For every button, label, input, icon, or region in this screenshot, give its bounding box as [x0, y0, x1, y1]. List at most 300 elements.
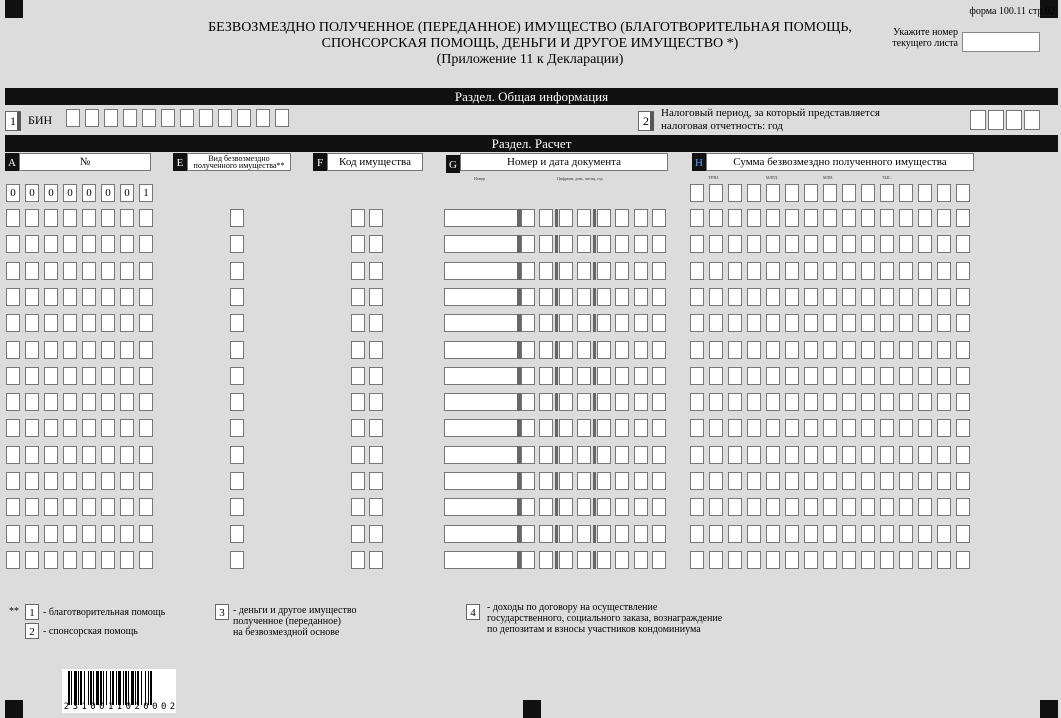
row-number-cell[interactable] — [139, 262, 153, 280]
amount-cell[interactable] — [842, 525, 856, 543]
row-number-cell[interactable] — [25, 235, 39, 253]
amount-cell[interactable] — [766, 288, 780, 306]
row-number-cell[interactable] — [120, 472, 134, 490]
amount-cell[interactable] — [747, 341, 761, 359]
document-date-cell[interactable] — [559, 498, 573, 516]
bin-cell[interactable] — [237, 109, 251, 127]
amount-cell[interactable] — [728, 184, 742, 202]
row-number-cell[interactable]: 1 — [139, 184, 153, 202]
amount-cell[interactable] — [709, 288, 723, 306]
document-date-cell[interactable] — [652, 288, 666, 306]
row-number-cell[interactable] — [120, 498, 134, 516]
amount-cell[interactable] — [918, 367, 932, 385]
property-type-cell[interactable] — [230, 419, 244, 437]
row-number-cell[interactable] — [63, 314, 77, 332]
row-number-cell[interactable] — [139, 498, 153, 516]
property-type-cell[interactable] — [230, 209, 244, 227]
row-number-cell[interactable] — [25, 393, 39, 411]
amount-cell[interactable] — [785, 209, 799, 227]
property-code-cell[interactable] — [351, 498, 365, 516]
sheet-number-input[interactable] — [962, 32, 1040, 52]
row-number-cell[interactable] — [101, 341, 115, 359]
document-date-cell[interactable] — [652, 367, 666, 385]
row-number-cell[interactable] — [25, 209, 39, 227]
document-date-cell[interactable] — [634, 209, 648, 227]
amount-cell[interactable] — [785, 235, 799, 253]
amount-cell[interactable] — [823, 419, 837, 437]
document-date-cell[interactable] — [539, 288, 553, 306]
row-number-cell[interactable] — [120, 551, 134, 569]
row-number-cell[interactable] — [44, 419, 58, 437]
property-code-cell[interactable] — [369, 367, 383, 385]
row-number-cell[interactable] — [139, 341, 153, 359]
amount-cell[interactable] — [918, 419, 932, 437]
property-code-cell[interactable] — [369, 446, 383, 464]
row-number-cell[interactable] — [25, 498, 39, 516]
amount-cell[interactable] — [728, 498, 742, 516]
amount-cell[interactable] — [842, 446, 856, 464]
row-number-cell[interactable] — [120, 341, 134, 359]
bin-cell[interactable] — [123, 109, 137, 127]
amount-cell[interactable] — [899, 419, 913, 437]
amount-cell[interactable] — [880, 184, 894, 202]
amount-cell[interactable] — [690, 419, 704, 437]
amount-cell[interactable] — [956, 184, 970, 202]
amount-cell[interactable] — [937, 341, 951, 359]
amount-cell[interactable] — [861, 341, 875, 359]
row-number-cell[interactable] — [6, 209, 20, 227]
row-number-cell[interactable] — [63, 235, 77, 253]
amount-cell[interactable] — [880, 551, 894, 569]
amount-cell[interactable] — [861, 498, 875, 516]
document-date-cell[interactable] — [634, 419, 648, 437]
property-type-cell[interactable] — [230, 472, 244, 490]
amount-cell[interactable] — [842, 551, 856, 569]
amount-cell[interactable] — [956, 288, 970, 306]
row-number-cell[interactable] — [139, 419, 153, 437]
property-type-cell[interactable] — [230, 235, 244, 253]
amount-cell[interactable] — [956, 551, 970, 569]
amount-cell[interactable] — [880, 235, 894, 253]
row-number-cell[interactable] — [63, 472, 77, 490]
amount-cell[interactable] — [823, 209, 837, 227]
amount-cell[interactable] — [899, 341, 913, 359]
row-number-cell[interactable] — [44, 235, 58, 253]
row-number-cell[interactable] — [101, 472, 115, 490]
row-number-cell[interactable] — [63, 209, 77, 227]
amount-cell[interactable] — [880, 525, 894, 543]
period-year-cell[interactable] — [1006, 110, 1022, 130]
property-code-cell[interactable] — [369, 262, 383, 280]
amount-cell[interactable] — [937, 184, 951, 202]
document-date-cell[interactable] — [559, 551, 573, 569]
property-code-cell[interactable] — [369, 393, 383, 411]
document-number-input[interactable] — [444, 551, 518, 569]
property-type-cell[interactable] — [230, 446, 244, 464]
amount-cell[interactable] — [823, 525, 837, 543]
document-date-cell[interactable] — [559, 235, 573, 253]
amount-cell[interactable] — [690, 472, 704, 490]
document-date-cell[interactable] — [652, 498, 666, 516]
document-date-cell[interactable] — [521, 262, 535, 280]
property-code-cell[interactable] — [369, 498, 383, 516]
amount-cell[interactable] — [956, 393, 970, 411]
document-date-cell[interactable] — [559, 314, 573, 332]
row-number-cell[interactable] — [120, 419, 134, 437]
property-code-cell[interactable] — [369, 472, 383, 490]
amount-cell[interactable] — [766, 472, 780, 490]
document-date-cell[interactable] — [521, 367, 535, 385]
row-number-cell[interactable] — [82, 314, 96, 332]
amount-cell[interactable] — [804, 262, 818, 280]
document-date-cell[interactable] — [615, 262, 629, 280]
document-date-cell[interactable] — [652, 341, 666, 359]
amount-cell[interactable] — [747, 446, 761, 464]
row-number-cell[interactable] — [139, 314, 153, 332]
document-number-input[interactable] — [444, 314, 518, 332]
amount-cell[interactable] — [728, 472, 742, 490]
row-number-cell[interactable] — [101, 446, 115, 464]
amount-cell[interactable] — [899, 551, 913, 569]
document-date-cell[interactable] — [539, 262, 553, 280]
amount-cell[interactable] — [937, 498, 951, 516]
property-type-cell[interactable] — [230, 498, 244, 516]
document-date-cell[interactable] — [615, 419, 629, 437]
document-date-cell[interactable] — [577, 314, 591, 332]
document-number-input[interactable] — [444, 288, 518, 306]
row-number-cell[interactable] — [25, 288, 39, 306]
amount-cell[interactable] — [842, 393, 856, 411]
document-date-cell[interactable] — [559, 472, 573, 490]
document-date-cell[interactable] — [634, 235, 648, 253]
row-number-cell[interactable] — [44, 498, 58, 516]
amount-cell[interactable] — [937, 209, 951, 227]
row-number-cell[interactable] — [82, 498, 96, 516]
document-date-cell[interactable] — [539, 472, 553, 490]
amount-cell[interactable] — [899, 525, 913, 543]
row-number-cell[interactable] — [139, 235, 153, 253]
document-date-cell[interactable] — [577, 235, 591, 253]
document-date-cell[interactable] — [652, 393, 666, 411]
document-date-cell[interactable] — [597, 288, 611, 306]
amount-cell[interactable] — [785, 314, 799, 332]
amount-cell[interactable] — [842, 367, 856, 385]
amount-cell[interactable] — [747, 525, 761, 543]
document-date-cell[interactable] — [521, 498, 535, 516]
amount-cell[interactable] — [804, 209, 818, 227]
bin-cell[interactable] — [161, 109, 175, 127]
row-number-cell[interactable] — [82, 472, 96, 490]
document-date-cell[interactable] — [634, 498, 648, 516]
amount-cell[interactable] — [899, 209, 913, 227]
amount-cell[interactable] — [880, 341, 894, 359]
amount-cell[interactable] — [918, 314, 932, 332]
amount-cell[interactable] — [690, 235, 704, 253]
row-number-cell[interactable] — [120, 367, 134, 385]
document-date-cell[interactable] — [521, 288, 535, 306]
amount-cell[interactable] — [690, 498, 704, 516]
amount-cell[interactable] — [842, 498, 856, 516]
amount-cell[interactable] — [918, 184, 932, 202]
document-date-cell[interactable] — [521, 393, 535, 411]
document-date-cell[interactable] — [615, 288, 629, 306]
row-number-cell[interactable] — [63, 288, 77, 306]
amount-cell[interactable] — [766, 184, 780, 202]
row-number-cell[interactable] — [101, 262, 115, 280]
property-code-cell[interactable] — [369, 288, 383, 306]
document-date-cell[interactable] — [652, 314, 666, 332]
row-number-cell[interactable] — [139, 209, 153, 227]
amount-cell[interactable] — [823, 367, 837, 385]
document-date-cell[interactable] — [597, 419, 611, 437]
row-number-cell[interactable] — [120, 262, 134, 280]
document-date-cell[interactable] — [539, 498, 553, 516]
amount-cell[interactable] — [728, 262, 742, 280]
amount-cell[interactable] — [956, 446, 970, 464]
amount-cell[interactable] — [861, 209, 875, 227]
amount-cell[interactable] — [766, 525, 780, 543]
property-code-cell[interactable] — [351, 393, 365, 411]
document-date-cell[interactable] — [539, 367, 553, 385]
row-number-cell[interactable] — [44, 288, 58, 306]
amount-cell[interactable] — [690, 525, 704, 543]
property-code-cell[interactable] — [369, 551, 383, 569]
row-number-cell[interactable]: 0 — [44, 184, 58, 202]
document-date-cell[interactable] — [615, 472, 629, 490]
amount-cell[interactable] — [709, 314, 723, 332]
amount-cell[interactable] — [842, 288, 856, 306]
amount-cell[interactable] — [937, 393, 951, 411]
document-date-cell[interactable] — [539, 341, 553, 359]
amount-cell[interactable] — [709, 498, 723, 516]
amount-cell[interactable] — [918, 288, 932, 306]
amount-cell[interactable] — [880, 314, 894, 332]
document-date-cell[interactable] — [652, 235, 666, 253]
row-number-cell[interactable] — [25, 419, 39, 437]
amount-cell[interactable] — [709, 341, 723, 359]
amount-cell[interactable] — [804, 341, 818, 359]
row-number-cell[interactable] — [63, 419, 77, 437]
document-date-cell[interactable] — [634, 341, 648, 359]
property-code-cell[interactable] — [369, 235, 383, 253]
amount-cell[interactable] — [690, 209, 704, 227]
amount-cell[interactable] — [804, 184, 818, 202]
property-code-cell[interactable] — [351, 367, 365, 385]
amount-cell[interactable] — [880, 262, 894, 280]
amount-cell[interactable] — [785, 367, 799, 385]
property-type-cell[interactable] — [230, 288, 244, 306]
document-date-cell[interactable] — [615, 235, 629, 253]
amount-cell[interactable] — [899, 235, 913, 253]
amount-cell[interactable] — [899, 472, 913, 490]
row-number-cell[interactable] — [82, 419, 96, 437]
document-date-cell[interactable] — [577, 525, 591, 543]
row-number-cell[interactable] — [101, 525, 115, 543]
row-number-cell[interactable] — [6, 235, 20, 253]
row-number-cell[interactable] — [25, 367, 39, 385]
property-type-cell[interactable] — [230, 393, 244, 411]
document-date-cell[interactable] — [597, 262, 611, 280]
row-number-cell[interactable] — [101, 367, 115, 385]
amount-cell[interactable] — [690, 551, 704, 569]
document-date-cell[interactable] — [634, 262, 648, 280]
row-number-cell[interactable] — [6, 472, 20, 490]
amount-cell[interactable] — [842, 341, 856, 359]
document-date-cell[interactable] — [634, 525, 648, 543]
document-date-cell[interactable] — [634, 288, 648, 306]
row-number-cell[interactable] — [6, 367, 20, 385]
amount-cell[interactable] — [804, 419, 818, 437]
amount-cell[interactable] — [880, 367, 894, 385]
amount-cell[interactable] — [899, 367, 913, 385]
document-date-cell[interactable] — [597, 498, 611, 516]
amount-cell[interactable] — [709, 419, 723, 437]
row-number-cell[interactable] — [82, 446, 96, 464]
amount-cell[interactable] — [766, 393, 780, 411]
row-number-cell[interactable] — [63, 525, 77, 543]
amount-cell[interactable] — [728, 209, 742, 227]
document-date-cell[interactable] — [521, 446, 535, 464]
amount-cell[interactable] — [709, 367, 723, 385]
property-type-cell[interactable] — [230, 367, 244, 385]
document-date-cell[interactable] — [559, 288, 573, 306]
document-date-cell[interactable] — [559, 209, 573, 227]
amount-cell[interactable] — [728, 525, 742, 543]
amount-cell[interactable] — [804, 393, 818, 411]
amount-cell[interactable] — [899, 314, 913, 332]
document-date-cell[interactable] — [539, 551, 553, 569]
amount-cell[interactable] — [956, 419, 970, 437]
property-code-cell[interactable] — [369, 419, 383, 437]
amount-cell[interactable] — [842, 184, 856, 202]
document-date-cell[interactable] — [615, 209, 629, 227]
document-date-cell[interactable] — [521, 341, 535, 359]
amount-cell[interactable] — [823, 262, 837, 280]
amount-cell[interactable] — [861, 419, 875, 437]
amount-cell[interactable] — [956, 367, 970, 385]
row-number-cell[interactable] — [6, 498, 20, 516]
row-number-cell[interactable]: 0 — [25, 184, 39, 202]
amount-cell[interactable] — [956, 262, 970, 280]
row-number-cell[interactable] — [101, 288, 115, 306]
amount-cell[interactable] — [690, 262, 704, 280]
row-number-cell[interactable] — [82, 393, 96, 411]
amount-cell[interactable] — [880, 498, 894, 516]
document-number-input[interactable] — [444, 419, 518, 437]
amount-cell[interactable] — [880, 472, 894, 490]
row-number-cell[interactable] — [101, 551, 115, 569]
row-number-cell[interactable] — [139, 393, 153, 411]
document-number-input[interactable] — [444, 262, 518, 280]
amount-cell[interactable] — [861, 393, 875, 411]
row-number-cell[interactable] — [139, 288, 153, 306]
property-code-cell[interactable] — [351, 314, 365, 332]
document-date-cell[interactable] — [559, 419, 573, 437]
amount-cell[interactable] — [709, 551, 723, 569]
document-date-cell[interactable] — [577, 551, 591, 569]
row-number-cell[interactable] — [101, 235, 115, 253]
amount-cell[interactable] — [842, 472, 856, 490]
amount-cell[interactable] — [690, 184, 704, 202]
amount-cell[interactable] — [785, 393, 799, 411]
amount-cell[interactable] — [956, 341, 970, 359]
amount-cell[interactable] — [861, 472, 875, 490]
row-number-cell[interactable] — [139, 367, 153, 385]
document-date-cell[interactable] — [539, 419, 553, 437]
amount-cell[interactable] — [823, 235, 837, 253]
amount-cell[interactable] — [861, 367, 875, 385]
amount-cell[interactable] — [747, 184, 761, 202]
amount-cell[interactable] — [880, 419, 894, 437]
amount-cell[interactable] — [709, 262, 723, 280]
property-type-cell[interactable] — [230, 314, 244, 332]
row-number-cell[interactable] — [120, 525, 134, 543]
document-date-cell[interactable] — [539, 525, 553, 543]
amount-cell[interactable] — [937, 551, 951, 569]
document-date-cell[interactable] — [577, 419, 591, 437]
document-date-cell[interactable] — [615, 314, 629, 332]
document-date-cell[interactable] — [652, 209, 666, 227]
amount-cell[interactable] — [785, 184, 799, 202]
document-date-cell[interactable] — [597, 551, 611, 569]
bin-cell[interactable] — [104, 109, 118, 127]
document-date-cell[interactable] — [521, 235, 535, 253]
bin-cell[interactable] — [218, 109, 232, 127]
amount-cell[interactable] — [804, 472, 818, 490]
amount-cell[interactable] — [728, 341, 742, 359]
amount-cell[interactable] — [918, 525, 932, 543]
amount-cell[interactable] — [690, 288, 704, 306]
amount-cell[interactable] — [728, 235, 742, 253]
amount-cell[interactable] — [861, 235, 875, 253]
amount-cell[interactable] — [804, 446, 818, 464]
row-number-cell[interactable] — [120, 288, 134, 306]
row-number-cell[interactable] — [44, 551, 58, 569]
property-code-cell[interactable] — [369, 525, 383, 543]
amount-cell[interactable] — [861, 314, 875, 332]
amount-cell[interactable] — [709, 393, 723, 411]
document-number-input[interactable] — [444, 446, 518, 464]
row-number-cell[interactable] — [44, 314, 58, 332]
amount-cell[interactable] — [747, 314, 761, 332]
amount-cell[interactable] — [709, 184, 723, 202]
document-date-cell[interactable] — [652, 551, 666, 569]
amount-cell[interactable] — [766, 209, 780, 227]
document-date-cell[interactable] — [634, 551, 648, 569]
bin-cell[interactable] — [275, 109, 289, 127]
amount-cell[interactable] — [690, 367, 704, 385]
document-date-cell[interactable] — [634, 446, 648, 464]
amount-cell[interactable] — [766, 235, 780, 253]
amount-cell[interactable] — [918, 341, 932, 359]
property-code-cell[interactable] — [351, 341, 365, 359]
amount-cell[interactable] — [766, 498, 780, 516]
amount-cell[interactable] — [918, 393, 932, 411]
document-date-cell[interactable] — [577, 393, 591, 411]
document-number-input[interactable] — [444, 498, 518, 516]
amount-cell[interactable] — [766, 341, 780, 359]
amount-cell[interactable] — [804, 525, 818, 543]
document-date-cell[interactable] — [577, 472, 591, 490]
row-number-cell[interactable]: 0 — [120, 184, 134, 202]
row-number-cell[interactable] — [82, 551, 96, 569]
amount-cell[interactable] — [842, 314, 856, 332]
amount-cell[interactable] — [804, 367, 818, 385]
amount-cell[interactable] — [728, 551, 742, 569]
row-number-cell[interactable] — [82, 288, 96, 306]
document-date-cell[interactable] — [652, 262, 666, 280]
document-date-cell[interactable] — [597, 393, 611, 411]
